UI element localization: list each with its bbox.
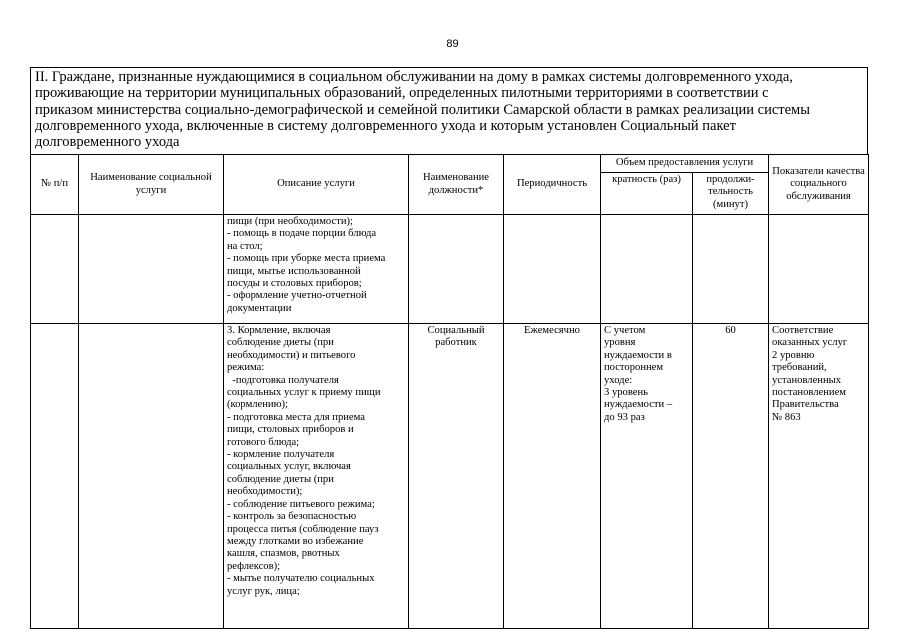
- cell-quality: [769, 324, 869, 629]
- description-line: режима:: [227, 362, 265, 374]
- description-line: процесса питья (соблюдение пауз: [227, 523, 379, 535]
- description-line: услуг рук, лица;: [227, 585, 300, 597]
- description-line: - помощь в подаче порции блюда: [227, 228, 377, 240]
- cell-position: [409, 215, 504, 324]
- services-table: [30, 154, 869, 629]
- description-line: посуды и столовых приборов;: [227, 278, 362, 290]
- description-line: - мытье получателю социальных: [227, 573, 375, 585]
- description-line: документации: [227, 302, 292, 314]
- frequency-line: уровня: [604, 337, 636, 349]
- description-line: - подготовка места для приема: [227, 411, 365, 423]
- header-duration: продолжи-тельность (минут): [693, 173, 769, 215]
- header-frequency: кратность (раз): [601, 173, 693, 215]
- quality-line: установленных: [772, 374, 842, 386]
- description-line: соблюдение диеты (при: [227, 337, 334, 349]
- description-line: 3. Кормление, включая: [227, 325, 331, 336]
- frequency-line: С учетом: [604, 325, 646, 336]
- cell-num: [31, 324, 79, 629]
- frequency-line: постороннем: [604, 362, 664, 374]
- section-heading-line: долговременного ухода, включенные в систему долговременного ухода и которым установлен Социальный пакет: [35, 117, 736, 134]
- description-line: необходимости) и питьевого: [227, 349, 356, 361]
- description-line: пищи, столовых приборов и: [227, 424, 354, 436]
- description-line: соблюдение диеты (при: [227, 473, 334, 485]
- section-heading: [30, 67, 868, 155]
- description-line: - контроль за безопасностью: [227, 511, 357, 523]
- table-row: [31, 324, 869, 629]
- description-line: - оформление учетно-отчетной: [227, 290, 367, 302]
- description-line: пищи, мытье использованной: [227, 265, 361, 277]
- frequency-line: нуждаемости в: [604, 349, 672, 361]
- cell-position: Социальный работник: [409, 324, 504, 629]
- description-line: - кормление получателя: [227, 449, 335, 461]
- cell-num: [31, 215, 79, 324]
- section-heading-line: проживающие на территории муниципальных образований, определенных пилотными территориями в соответствии с: [35, 85, 769, 102]
- quality-line: требований,: [772, 362, 827, 374]
- description-line: пищи (при необходимости);: [227, 216, 353, 227]
- header-periodicity: Периодичность: [504, 155, 601, 215]
- cell-duration: [693, 215, 769, 324]
- frequency-line: до 93 раз: [604, 411, 645, 423]
- header-description: Описание услуги: [224, 155, 409, 215]
- cell-quality: [769, 215, 869, 324]
- cell-service-name: [79, 215, 224, 324]
- description-line: - помощь при уборке места приема: [227, 253, 386, 265]
- description-line: кашля, спазмов, рвотных: [227, 548, 340, 560]
- section-heading-line: II. Граждане, признанные нуждающимися в социальном обслуживании на дому в рамках системы долговременного ухода,: [35, 69, 793, 85]
- quality-line: 2 уровню: [772, 349, 815, 361]
- description-line: между глотками во избежание: [227, 535, 364, 547]
- cell-periodicity: Ежемесячно: [504, 324, 601, 629]
- cell-duration: 60: [693, 324, 769, 629]
- description-line: готового блюда;: [227, 436, 300, 448]
- quality-line: Соответствие: [772, 325, 834, 336]
- description-line: социальных услуг, включая: [227, 461, 351, 473]
- cell-periodicity: [504, 215, 601, 324]
- header-quality: Показатели качества социального обслуживания: [769, 155, 869, 215]
- quality-line: Правительства: [772, 399, 839, 411]
- table-row: [31, 215, 869, 324]
- header-volume: Объем предоставления услуги: [601, 155, 769, 173]
- description-line: (кормлению);: [227, 399, 288, 411]
- header-position: Наименование должности*: [409, 155, 504, 215]
- cell-service-name: [79, 324, 224, 629]
- description-line: рефлексов);: [227, 560, 281, 572]
- cell-description: [224, 324, 409, 629]
- description-line: - соблюдение питьевого режима;: [227, 498, 375, 510]
- frequency-line: 3 уровень: [604, 387, 648, 399]
- section-heading-line: долговременного ухода: [35, 134, 180, 151]
- cell-frequency: [601, 215, 693, 324]
- frequency-line: уходе:: [604, 374, 633, 386]
- frequency-line: нуждаемости –: [604, 399, 673, 411]
- quality-line: постановлением: [772, 387, 846, 399]
- description-line: на стол;: [227, 240, 263, 252]
- header-row: [31, 155, 869, 173]
- cell-description: [224, 215, 409, 324]
- description-line: -подготовка получателя: [227, 374, 339, 386]
- quality-line: оказанных услуг: [772, 337, 848, 349]
- header-num: № п/п: [31, 155, 79, 215]
- header-service-name: Наименование социальной услуги: [79, 155, 224, 215]
- description-line: социальных услуг к приему пищи: [227, 387, 381, 399]
- section-heading-line: приказом министерства социально-демографической и семейной политики Самарской области в рамках реализации системы: [35, 101, 810, 118]
- description-line: необходимости);: [227, 486, 303, 498]
- quality-line: № 863: [772, 411, 801, 423]
- page-number: 89: [446, 38, 459, 50]
- cell-frequency: [601, 324, 693, 629]
